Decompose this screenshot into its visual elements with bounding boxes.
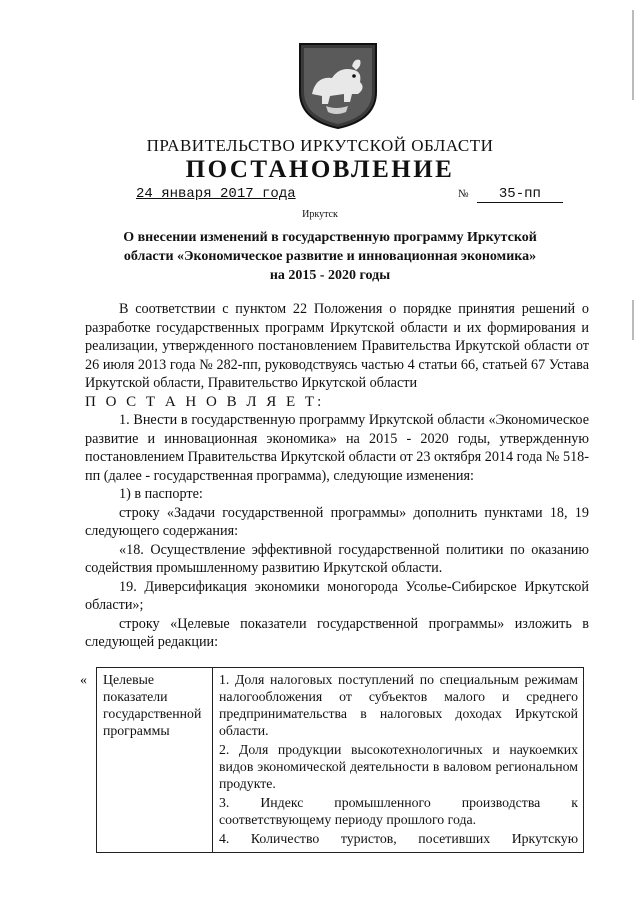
- document-date: 24 января 2017 года: [136, 186, 296, 202]
- date-number-row: [136, 186, 564, 206]
- number-value: 35-пп: [477, 186, 563, 203]
- resolves-heading: П О С Т А Н О В Л Я Е Т:: [85, 393, 325, 410]
- city-name: Иркутск: [302, 209, 338, 220]
- subject-line-2: области «Экономическое развитие и инновационная экономика»: [123, 249, 537, 264]
- sub-item-1: 1) в паспорте:: [119, 486, 203, 502]
- government-title: ПРАВИТЕЛЬСТВО ИРКУТСКОЙ ОБЛАСТИ: [146, 136, 494, 155]
- coat-of-arms-emblem: [296, 36, 380, 130]
- document-subject: [120, 228, 540, 285]
- document-body: [85, 300, 589, 652]
- target-item: 1. Доля налоговых поступлений по специальным режимам налогообложения от субъектов малого и среднего предпринимательства в налоговых доходах Иркутской области.: [219, 672, 578, 738]
- document-number: [458, 186, 563, 203]
- table-label-cell: Целевые показатели государственной программы: [97, 668, 213, 853]
- targets-table: [96, 667, 584, 853]
- open-quote-mark: «: [80, 673, 87, 688]
- table-row: [97, 668, 584, 853]
- number-sign: №: [458, 188, 469, 200]
- subject-line-3: на 2015 - 2020 годы: [269, 268, 391, 283]
- preamble-paragraph: В соответствии с пунктом 22 Положения о порядке принятия решений о разработке государственных программ Иркутской области и их формирования и реализации, утвержденного постановлением Правительства Иркутской области от 26 июля 2013 года № 282-пп, руководствуясь частью 4 статьи 66, статьей 67 Устава Иркутской области, Правительство Иркутской области: [85, 301, 589, 391]
- targets-line: строку «Целевые показатели государственной программы» изложить в следующей редакции:: [85, 615, 589, 650]
- table-items-cell: [213, 668, 584, 853]
- tasks-line: строку «Задачи государственной программы» дополнить пунктами 18, 19 следующего содержания:: [85, 504, 589, 539]
- task-19: 19. Диверсификация экономики моногорода Усолье-Сибирское Иркутской области»;: [85, 578, 589, 613]
- task-18: «18. Осуществление эффективной государственной политики по оказанию содействия промышленному развитию Иркутской области.: [85, 541, 589, 576]
- item-1-paragraph: 1. Внести в государственную программу Иркутской области «Экономическое развитие и инновационная экономика» на 2015 - 2020 годы, утвержденную постановлением Правительства Иркутской области от 23 октября 2014 года № 518-пп (далее - государственная программа), следующие изменения:: [85, 412, 589, 484]
- target-item: 3. Индекс промышленного производства к соответствующему периоду прошлого года.: [219, 795, 578, 827]
- subject-line-1: О внесении изменений в государственную программу Иркутской: [123, 230, 537, 245]
- document-type-title: ПОСТАНОВЛЕНИЕ: [185, 156, 455, 183]
- scan-edge-mark: [632, 300, 634, 340]
- scan-edge-mark: [632, 10, 634, 100]
- target-item: 4. Количество туристов, посетивших Иркутскую: [219, 831, 578, 846]
- target-item: 2. Доля продукции высокотехнологичных и наукоемких видов экономической деятельности в валовом региональном продукте.: [219, 742, 578, 791]
